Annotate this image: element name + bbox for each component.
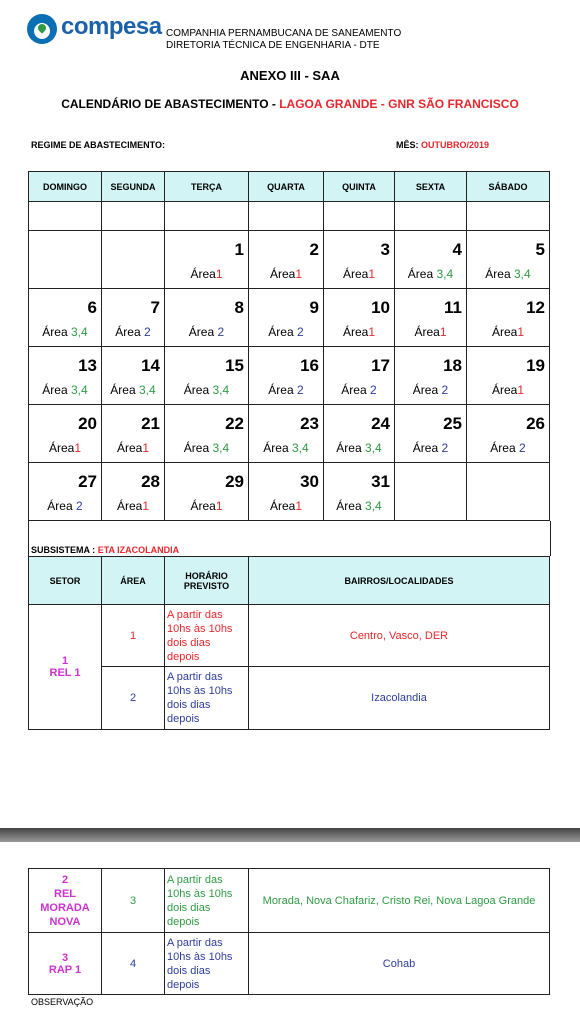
- day-number: 24: [371, 414, 390, 433]
- day-number: 11: [444, 298, 462, 317]
- day-number: 28: [141, 472, 160, 491]
- weekday-header: DOMINGO: [29, 172, 102, 202]
- calendar-day: [467, 405, 550, 463]
- col-setor: SETOR: [29, 557, 102, 605]
- day-number: 27: [78, 472, 97, 491]
- weekday-header: QUARTA: [249, 172, 324, 202]
- area-label: Área1: [269, 267, 303, 281]
- area-label: Área 3,4: [42, 383, 88, 397]
- area-label: Área1: [190, 267, 223, 281]
- calendar-day: [324, 231, 395, 289]
- calendar-day: [29, 347, 102, 405]
- day-number: 8: [234, 298, 244, 317]
- day-number: 29: [225, 472, 244, 491]
- horario-cell: A partir das 10hs às 10hs dois dias depois: [165, 667, 249, 730]
- month-label: MÊS: OUTUBRO/2019: [396, 140, 490, 150]
- area-label: Área 2: [490, 441, 526, 455]
- area-label: Área 2: [268, 383, 304, 397]
- area-label: Área 2: [341, 383, 377, 397]
- day-number: 26: [526, 414, 545, 433]
- day-number: 7: [150, 298, 160, 317]
- calendar-day: [165, 347, 249, 405]
- table-row: [29, 605, 550, 667]
- area-label: Área 3,4: [407, 267, 454, 281]
- sector-table: [28, 556, 550, 730]
- weekday-header: SEXTA: [395, 172, 467, 202]
- calendar-day: [467, 289, 550, 347]
- calendar-week: [29, 231, 550, 289]
- weekday-header: SEGUNDA: [102, 172, 165, 202]
- area-label: Área 3,4: [485, 267, 531, 281]
- bairros-cell: Centro, Vasco, DER: [249, 605, 550, 667]
- bairros-cell: Cohab: [249, 933, 550, 995]
- observacao-label: OBSERVAÇÃO: [31, 997, 94, 1007]
- calendar-day: [29, 289, 102, 347]
- day-number: 23: [300, 414, 319, 433]
- day-number: 25: [443, 414, 462, 433]
- calendar-day: [324, 463, 395, 521]
- day-number: 2: [309, 240, 319, 259]
- bairros-cell: Morada, Nova Chafariz, Cristo Rei, Nova Lagoa Grande: [249, 869, 550, 933]
- day-number: 1: [234, 240, 244, 259]
- logo-text: compesa: [61, 13, 162, 40]
- calendar-day: [29, 231, 102, 289]
- setor-cell: 3 RAP 1: [29, 933, 102, 995]
- compesa-logo: [27, 12, 167, 46]
- day-number: 9: [309, 298, 319, 317]
- weekday-header: TERÇA: [165, 172, 249, 202]
- calendar-day: [249, 405, 324, 463]
- calendar-day: [395, 463, 467, 521]
- area-label: Área1: [48, 441, 82, 455]
- area-label: Área 2: [268, 325, 304, 339]
- calendar-day: [102, 405, 165, 463]
- area-label: Área 3,4: [42, 325, 88, 339]
- area-cell: 4: [102, 933, 165, 995]
- day-number: 17: [371, 356, 390, 375]
- day-number: 31: [371, 472, 390, 491]
- page-break: [0, 828, 580, 842]
- sector-table-continued: [28, 868, 550, 995]
- col-area: ÁREA: [102, 557, 165, 605]
- day-number: 4: [452, 240, 462, 259]
- area-label: Área 3,4: [183, 441, 230, 455]
- calendar-day: [102, 347, 165, 405]
- day-number: 19: [526, 356, 545, 375]
- calendar-day: [29, 463, 102, 521]
- calendar-day: [165, 463, 249, 521]
- bairros-cell: Izacolandia: [249, 667, 550, 730]
- area-label: Área1: [491, 383, 525, 397]
- area-label: Área1: [190, 499, 223, 513]
- sector-table-header: [29, 557, 550, 605]
- area-label: Área 3,4: [263, 441, 309, 455]
- calendar-day: [395, 405, 467, 463]
- company-name: COMPANHIA PERNAMBUCANA DE SANEAMENTO DIRETORIA TÉCNICA DE ENGENHARIA - DTE: [166, 28, 402, 51]
- day-number: 6: [87, 298, 97, 317]
- horario-cell: A partir das 10hs às 10hs dois dias depois: [165, 605, 249, 667]
- document-subtitle: CALENDÁRIO DE ABASTECIMENTO - LAGOA GRANDE - GNR SÃO FRANCISCO: [61, 97, 519, 111]
- calendar-week: [29, 463, 550, 521]
- calendar-day: [249, 231, 324, 289]
- calendar-day: [249, 289, 324, 347]
- area-label: Área 3,4: [110, 383, 156, 397]
- calendar-day: [467, 231, 550, 289]
- calendar-day: [102, 289, 165, 347]
- calendar-day: [395, 289, 467, 347]
- horario-cell: A partir das 10hs às 10hs dois dias depois: [165, 933, 249, 995]
- calendar-day: [467, 463, 550, 521]
- calendar-week: [29, 405, 550, 463]
- table-row: [29, 869, 550, 933]
- day-number: 16: [300, 356, 319, 375]
- calendar-day: [249, 347, 324, 405]
- calendar-day: [165, 405, 249, 463]
- day-number: 20: [78, 414, 97, 433]
- calendar-week: [29, 347, 550, 405]
- area-label: Área 2: [47, 499, 83, 513]
- calendar-day: [102, 463, 165, 521]
- day-number: 5: [535, 240, 545, 259]
- area-cell: 2: [102, 667, 165, 730]
- area-label: Área 3,4: [336, 441, 382, 455]
- day-number: 22: [225, 414, 244, 433]
- day-number: 13: [78, 356, 97, 375]
- day-number: 3: [380, 240, 390, 259]
- supply-calendar: [28, 171, 550, 521]
- calendar-day: [165, 231, 249, 289]
- day-number: 15: [225, 356, 244, 375]
- calendar-day: [324, 289, 395, 347]
- calendar-day: [249, 463, 324, 521]
- day-number: 10: [371, 298, 390, 317]
- weekday-header: SÁBADO: [467, 172, 550, 202]
- area-label: Área 3,4: [336, 499, 382, 513]
- calendar-day: [395, 231, 467, 289]
- area-label: Área 2: [188, 325, 225, 339]
- day-number: 21: [141, 414, 160, 433]
- area-cell: 1: [102, 605, 165, 667]
- area-label: Área1: [116, 441, 150, 455]
- area-label: Área 2: [412, 441, 449, 455]
- calendar-day: [467, 347, 550, 405]
- area-label: Área1: [491, 325, 525, 339]
- table-row: [29, 933, 550, 995]
- regime-label: REGIME DE ABASTECIMENTO:: [31, 140, 166, 150]
- area-label: Área1: [414, 325, 447, 339]
- calendar-day: [324, 347, 395, 405]
- col-bairros: BAIRROS/LOCALIDADES: [249, 557, 550, 605]
- setor-cell: 2 REL MORADA NOVA: [29, 869, 102, 933]
- calendar-day: [29, 405, 102, 463]
- subsistema-label: SUBSISTEMA : ETA IZACOLANDIA: [31, 545, 180, 555]
- col-horario: HORÁRIO PREVISTO: [165, 557, 249, 605]
- area-label: Área 3,4: [183, 383, 230, 397]
- day-number: 12: [526, 298, 545, 317]
- calendar-day: [102, 231, 165, 289]
- setor-cell: 1 REL 1: [29, 605, 102, 730]
- day-number: 18: [443, 356, 462, 375]
- calendar-day: [395, 347, 467, 405]
- day-number: 14: [141, 356, 160, 375]
- area-label: Área1: [269, 499, 303, 513]
- day-number: 30: [300, 472, 319, 491]
- area-label: Área 2: [115, 325, 151, 339]
- calendar-week: [29, 289, 550, 347]
- table-row: [29, 667, 550, 730]
- area-label: Área1: [342, 325, 376, 339]
- area-cell: 3: [102, 869, 165, 933]
- horario-cell: A partir das 10hs às 10hs dois dias depois: [165, 869, 249, 933]
- area-label: Área 2: [412, 383, 449, 397]
- document-title: ANEXO III - SAA: [240, 68, 340, 83]
- calendar-day: [324, 405, 395, 463]
- weekday-header: QUINTA: [324, 172, 395, 202]
- area-label: Área1: [116, 499, 150, 513]
- area-label: Área1: [342, 267, 376, 281]
- calendar-day: [165, 289, 249, 347]
